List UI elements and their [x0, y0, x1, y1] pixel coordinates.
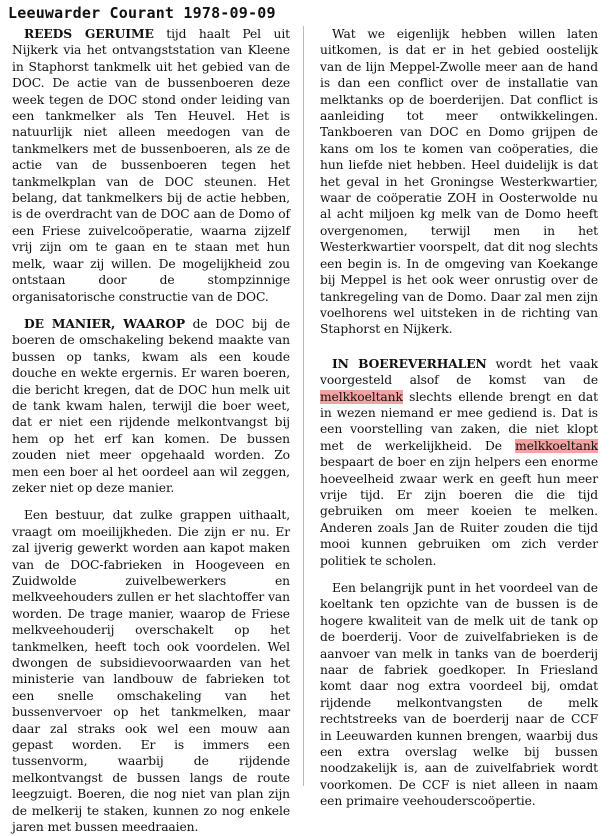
paragraph — [12, 507, 290, 835]
paragraph-text: bespaart de boer en zijn helpers een enorme hoeveelheid zwaar werk en geeft hun meer vrije tijd. Er zijn boeren die die tijd gebruiken om meer koeien te melken. Anderen zoals Jan de Ruiter zouden die tijd mooi kunnen gebruiken om zich verder politiek te scholen. — [320, 455, 598, 568]
paragraph-lead: DE MANIER, WAAROP — [24, 315, 185, 331]
paragraph-lead: REEDS GERUIME — [24, 26, 154, 41]
left-column — [12, 26, 290, 836]
paragraph-text: de DOC bij de boeren de omschakeling bekend maakte van bussen op tanks, kwam als een koude douche en wekte ergernis. Er waren boeren, die bericht kregen, dat de DOC hun melk uit de tank kwam halen, terwijl die boer weet, dat er niet een rijdende melkontvangst bij hem op het erf kan komen. De bussen zouden niet meer opgehaald worden. Zo men een boer al het oordeel aan wil zeggen, zeker niet op deze manier. — [12, 316, 290, 495]
paragraph-text: slechts ellende brengt en dat in wezen niemand er mee gediend is. Dat is een voorstelling van zaken, die niet klopt met de werkelijkheid. De — [320, 389, 598, 453]
highlighted-term: melkkoeltank — [515, 438, 598, 453]
paragraph-text: wordt het vaak voorgesteld alsof de komst van de — [320, 356, 599, 388]
paragraph-text: Een bestuur, dat zulke grappen uithaalt, vraagt om moeilijkheden. Die zijn er nu. Er zal ijverig gewerkt worden aan kapot maken van de DOC-fabrieken in Hoogeveen en Zuidwolde zuivelbewerkers en melkveehouders zullen er het slachtoffer van worden. De trage manier, waarop de Friese melkveehouderij overschakelt op het tankmelken, heeft toch ook voordelen. Wel dwongen de subsidievoorwaarden van het ministerie van landbouw de fabrieken tot een snelle omschakeling van het bussenvervoer op het tankmelken, maar daar zal straks ook wel een mouw aan gepast worden. Er is immers een tussenvorm, waarbij de rijdende melkontvangst de bussen langs de route leegzuigt. Boeren, die nog niet van plan zijn de melkerij te staken, kunnen zo nog enkele jaren met bussen meedraaien. — [12, 508, 290, 835]
highlighted-term: melkkoeltank — [320, 389, 403, 404]
paragraph-text: tijd haalt Pel uit Nijkerk via het ontvangststation van Kleene in Staphorst tankmelk uit het gebied van de DOC. De actie van de bussenboeren deze week tegen de DOC stond onder leiding van een tankmelker als Ten Heuvel. Het is natuurlijk niet alleen meedogen van de tankmelkers met de bussenboeren, als ze de actie van de bussenboeren tegen het tankmelkplan van de DOC steunen. Het belang, dat tankmelkers bij de actie hebben, is de overdracht van de DOC aan de Domo of een Friese zuivelcoöperatie, waarna zijzelf vrij zijn om te gaan en te staan met hun melk, waar zij willen. De mogelijkheid zou ontstaan door de stompzinnige organisatorische constructie van de DOC. — [12, 27, 291, 304]
right-column — [320, 26, 598, 810]
paragraph: Een belangrijk punt in het voordeel van de koeltank ten opzichte van de bussen is de hogere kwaliteit van de melk uit de tank op de boerderij. Voor de zuivelfabrieken is de aanvoer van melk in tanks van de boerderij naar de fabriek goedkoper. In Friesland komt daar nog extra voordeel bij, omdat rijdende melkontvangsten de melk rechtstreeks van de boerderij naar de CCF in Leeuwarden kunnen brengen, waarbij dus een extra overslag welke bij bussen noodzakelijk is, aan de zuivelfabriek wordt voorkomen. De CCF is niet alleen in naam een primaire veehouderscoöpertie. — [320, 581, 598, 809]
paragraph: Wat we eigenlijk hebben willen laten uitkomen, is dat er in het gebied oostelijk van de lijn Meppel-Zwolle meer aan de hand is dan een conflict over de installatie van melktanks op de boerderijen. Dat conflict is aanleiding tot meer ontwikkelingen. Tankboeren van DOC en Domo grijpen de kans om los te komen van coöperaties, die hun liefde niet hebben. Heel duidelijk is dat het geval in het Groningse Westerkwartier, waar de coöperatie ZOH in Oosterwolde nu al acht miljoen kg melk van de Domo heeft overgenomen, terwijl men in het Westerkwartier voorspelt, dat dit nog slechts een begin is. In de omgeving van Koekange bij Meppel is het ook weer onrustig over de tankregeling van de Domo. Daar zal men zijn voelhorens wel uitsteken in de richting van Staphorst en Nijkerk. — [320, 27, 598, 337]
paragraph — [12, 316, 290, 496]
paragraph-lead: IN BOEREVERHALEN — [332, 355, 487, 371]
paragraph — [12, 26, 290, 305]
paragraph — [320, 356, 598, 569]
masthead: Leeuwarder Courant 1978-09-09 — [8, 4, 276, 22]
column-divider — [303, 26, 304, 786]
